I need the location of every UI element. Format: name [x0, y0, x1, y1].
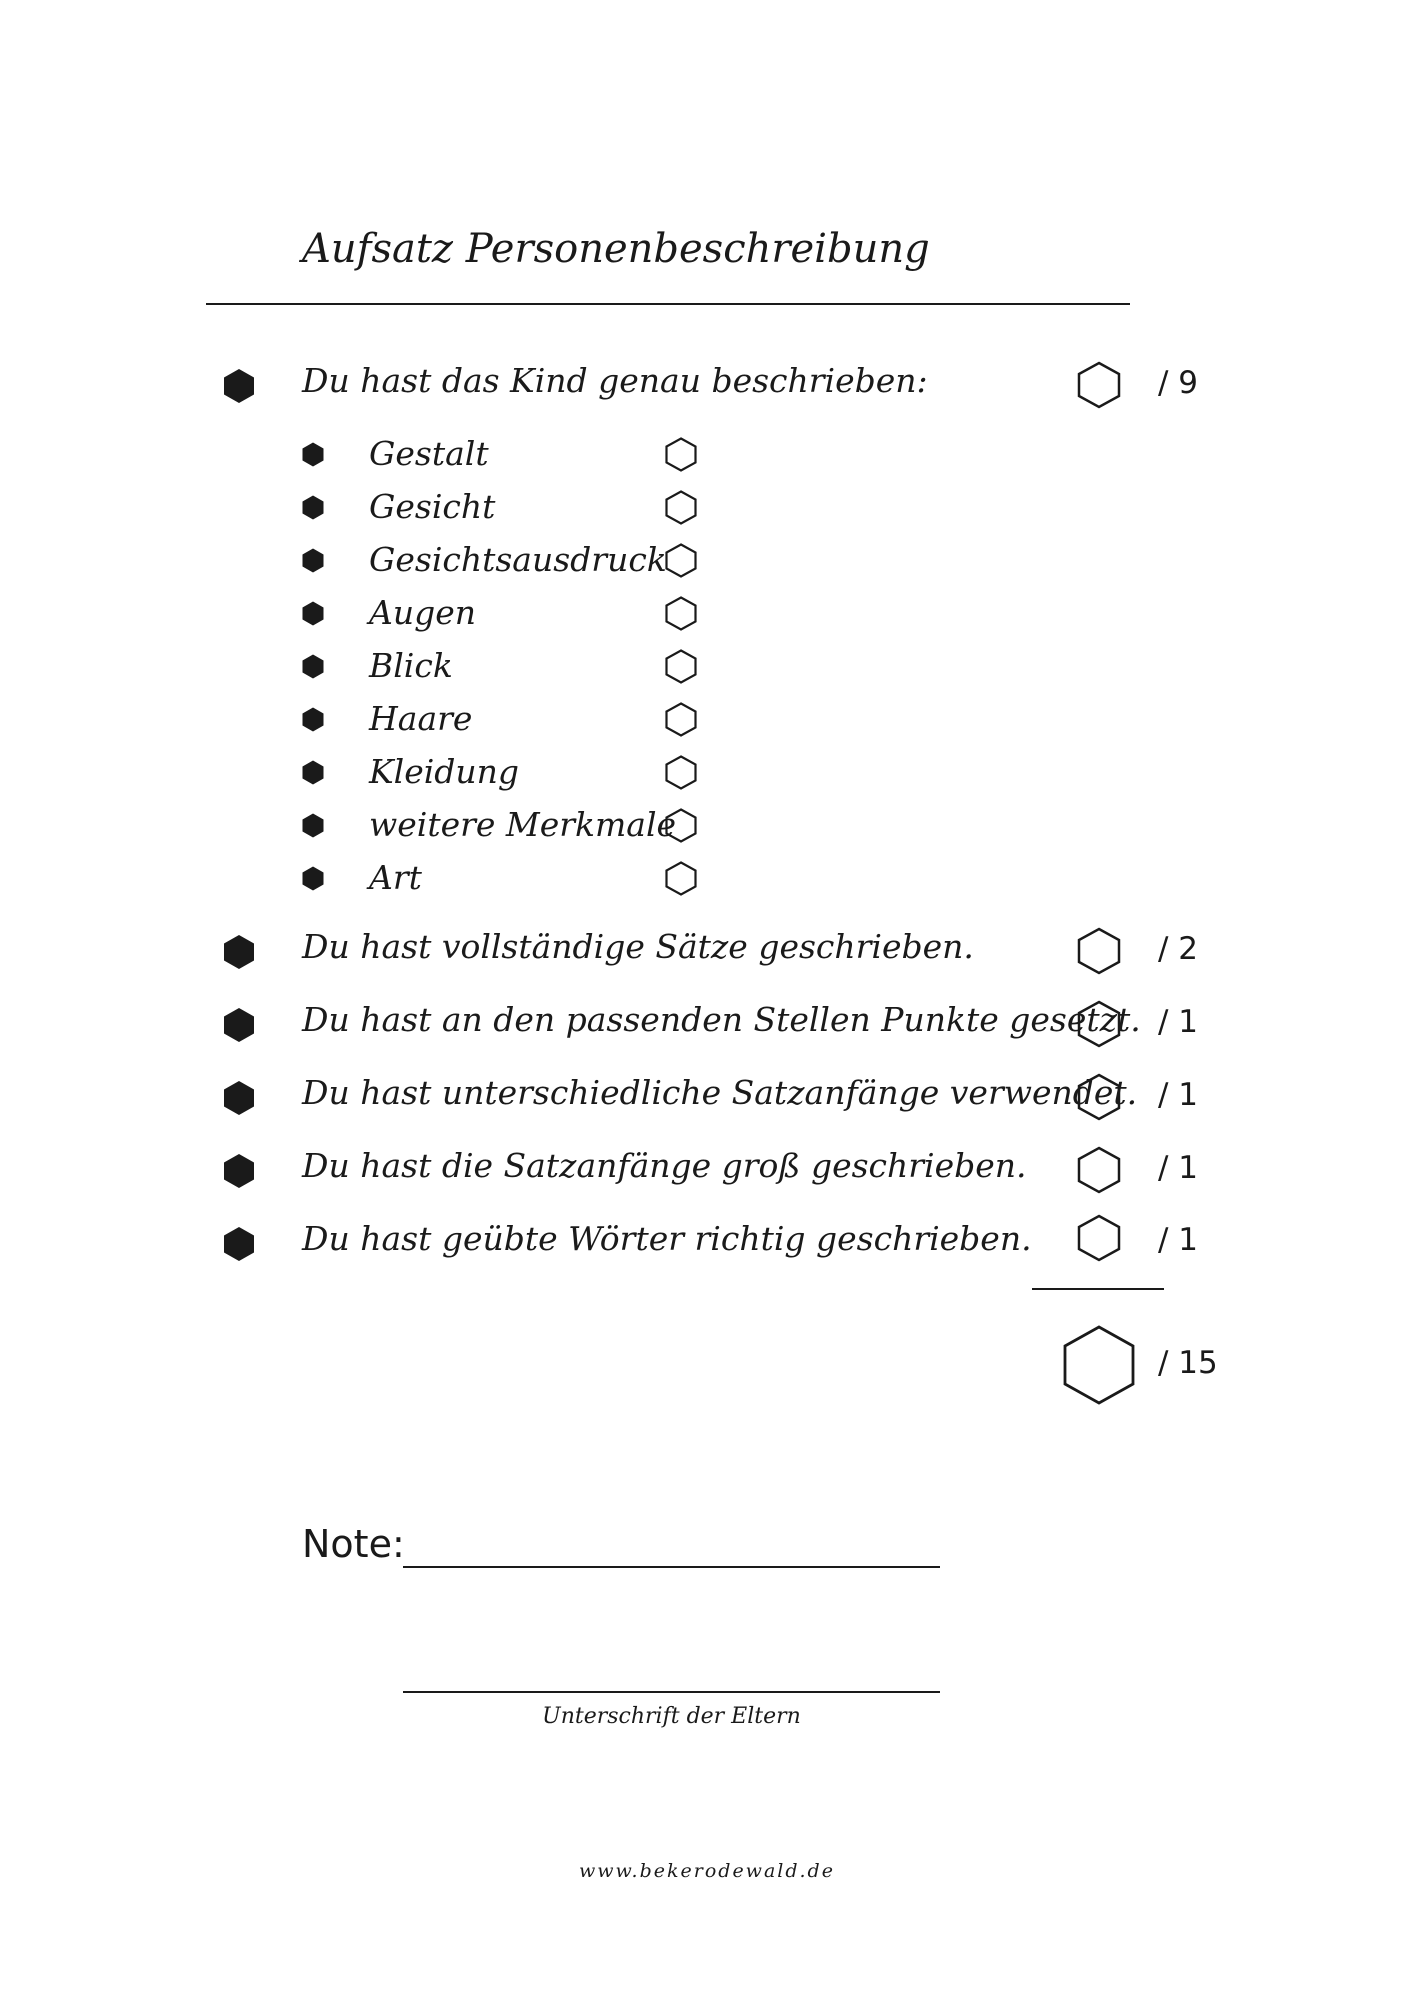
criterion-max-score: / 1 — [1158, 1150, 1199, 1186]
criterion-text: Du hast an den passenden Stellen Punkte gesetzt. — [302, 1000, 1141, 1039]
subitem-checkbox-icon[interactable] — [665, 808, 697, 843]
criterion-text: Du hast das Kind genau beschrieben: — [302, 361, 928, 400]
subitem-label: Gesichtsausdruck — [369, 540, 667, 579]
subitem-bullet-icon — [302, 813, 324, 838]
subitem-bullet-icon — [302, 601, 324, 626]
criterion-max-score: / 1 — [1158, 1222, 1199, 1258]
subitem-label: Blick — [369, 646, 453, 685]
subitem-checkbox-icon[interactable] — [665, 755, 697, 790]
criterion-text: Du hast die Satzanfänge groß geschrieben. — [302, 1146, 1027, 1185]
subitem-bullet-icon — [302, 495, 324, 520]
criterion-text: Du hast geübte Wörter richtig geschrieben. — [302, 1219, 1032, 1258]
subitem-bullet-icon — [302, 866, 324, 891]
note-label: Note: — [302, 1522, 405, 1566]
sum-divider — [1032, 1288, 1164, 1290]
website-footer: www.bekerodewald.de — [579, 1860, 835, 1882]
subitem-checkbox-icon[interactable] — [665, 861, 697, 896]
score-box-icon[interactable] — [1077, 1214, 1121, 1262]
total-score-box-icon[interactable] — [1063, 1325, 1135, 1405]
criterion-text: Du hast unterschiedliche Satzanfänge verwendet. — [302, 1073, 1138, 1112]
criterion-bullet-icon — [223, 1080, 255, 1116]
subitem-checkbox-icon[interactable] — [665, 596, 697, 631]
subitem-bullet-icon — [302, 548, 324, 573]
subitem-checkbox-icon[interactable] — [665, 649, 697, 684]
score-box-icon[interactable] — [1077, 361, 1121, 409]
score-box-icon[interactable] — [1077, 1073, 1121, 1121]
subitem-checkbox-icon[interactable] — [665, 543, 697, 578]
subitem-bullet-icon — [302, 707, 324, 732]
subitem-bullet-icon — [302, 442, 324, 467]
subitem-bullet-icon — [302, 654, 324, 679]
criterion-bullet-icon — [223, 934, 255, 970]
criterion-bullet-icon — [223, 1153, 255, 1189]
subitem-label: weitere Merkmale — [369, 805, 677, 844]
subitem-checkbox-icon[interactable] — [665, 437, 697, 472]
subitem-label: Gesicht — [369, 487, 496, 526]
title-divider — [206, 303, 1130, 305]
score-box-icon[interactable] — [1077, 1000, 1121, 1048]
subitem-checkbox-icon[interactable] — [665, 490, 697, 525]
signature-label: Unterschrift der Eltern — [542, 1704, 801, 1729]
score-box-icon[interactable] — [1077, 1146, 1121, 1194]
subitem-label: Augen — [369, 593, 476, 632]
subitem-label: Art — [369, 858, 422, 897]
criterion-text: Du hast vollständige Sätze geschrieben. — [302, 927, 974, 966]
subitem-checkbox-icon[interactable] — [665, 702, 697, 737]
score-box-icon[interactable] — [1077, 927, 1121, 975]
criterion-max-score: / 1 — [1158, 1077, 1199, 1113]
page-title: Aufsatz Personenbeschreibung — [302, 226, 930, 272]
total-max-score: / 15 — [1158, 1345, 1218, 1381]
subitem-bullet-icon — [302, 760, 324, 785]
criterion-bullet-icon — [223, 1007, 255, 1043]
criterion-max-score: / 2 — [1158, 931, 1199, 967]
criterion-bullet-icon — [223, 368, 255, 404]
subitem-label: Haare — [369, 699, 473, 738]
criterion-max-score: / 9 — [1158, 365, 1199, 401]
criterion-max-score: / 1 — [1158, 1004, 1199, 1040]
signature-line[interactable] — [403, 1691, 940, 1693]
subitem-label: Gestalt — [369, 434, 489, 473]
note-input-line[interactable] — [403, 1566, 940, 1568]
criterion-bullet-icon — [223, 1226, 255, 1262]
subitem-label: Kleidung — [369, 752, 520, 791]
